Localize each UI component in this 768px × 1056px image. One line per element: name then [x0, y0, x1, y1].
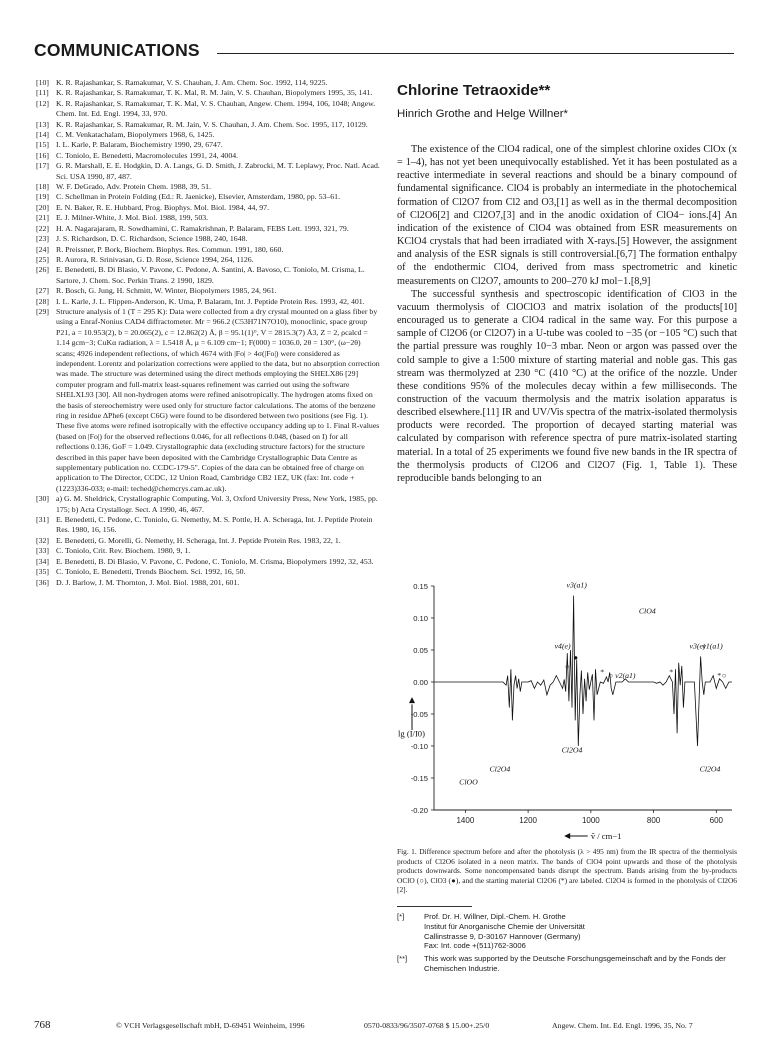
publisher-line: © VCH Verlagsgesellschaft mbH, D-69451 Weinheim, 1996	[116, 1021, 305, 1030]
footnote-mark: [**]	[397, 954, 408, 964]
reference-item	[36, 255, 381, 265]
reference-item	[36, 224, 381, 234]
footnote-line: Prof. Dr. H. Willner, Dipl.-Chem. H. Grothe	[424, 912, 566, 921]
band-label: ν2(a1)	[615, 671, 636, 681]
article-authors: Hinrich Grothe and Helge Willner*	[397, 108, 568, 120]
reference-item	[36, 78, 381, 88]
reference-number: [14]	[36, 130, 49, 140]
y-tick-label: -0.15	[410, 774, 428, 783]
reference-text: C. Schellman in Protein Folding (Ed.: R. Jaenicke), Elsevier, Amsterdam, 1980, pp. 53–61.	[56, 192, 341, 202]
footnote-mark: [*]	[397, 912, 405, 921]
reference-text: E. N. Baker, R. E. Hubbard, Prog. Biophys. Mol. Biol. 1984, 44, 97.	[56, 202, 270, 212]
article	[397, 78, 737, 485]
reference-item	[36, 297, 381, 307]
band-label: *	[668, 667, 673, 677]
footnote	[397, 912, 737, 951]
reference-text: K. R. Rajashankar, S. Ramakumar, T. K. Mal, V. S. Chauhan, Angew. Chem. 1994, 106, 1048; Angew. Chem. Int. Ed. Engl. 1994, 33, 970.	[56, 98, 376, 119]
journal-code: 0570-0833/96/3507-0768 $ 15.00+.25/0	[364, 1021, 490, 1030]
y-tick-label: 0.05	[413, 646, 428, 655]
reference-item	[36, 265, 381, 286]
footnote-line: This work was supported by the Deutsche Forschungsgemeinschaft and by the Fonds der Chemischen Industrie.	[424, 954, 726, 973]
reference-number: [19]	[36, 192, 49, 202]
band-label: ○	[721, 671, 727, 681]
footnote-line: Institut für Anorganische Chemie der Universität	[424, 921, 585, 931]
reference-item	[36, 161, 381, 182]
reference-number: [20]	[36, 202, 49, 212]
reference-item	[36, 307, 381, 494]
footnotes	[397, 912, 737, 977]
reference-number: [16]	[36, 150, 49, 160]
reference-number: [36]	[36, 577, 49, 587]
reference-number: [31]	[36, 515, 49, 525]
x-tick-label: 1000	[581, 816, 600, 825]
section-title: COMMUNICATIONS	[34, 40, 200, 60]
band-label: *	[716, 671, 721, 681]
reference-text: R. Preissner, P. Bork, Biochem. Biophys. Res. Commun. 1991, 180, 660.	[56, 244, 284, 254]
reference-text: E. Benedetti, C. Pedone, C. Toniolo, G. Nemethy, M. S. Pottle, H. A. Scheraga, Int. J. Peptide Protein Res. 1980, 16, 156.	[56, 515, 373, 535]
reference-text: E. Benedetti, B. Di Blasio, V. Pavone, C. Pedone, A. Santini, A. Bavoso, C. Toniolo, M. Crisma, L. Sartore, J. Chem. Soc. Perkin Trans. 2 1990, 1829.	[56, 265, 365, 285]
reference-text: C. Toniolo, E. Benedetti, Macromolecules 1991, 24, 4004.	[56, 150, 239, 160]
band-label: ν1(a1)	[702, 641, 723, 651]
band-label: ○	[608, 671, 614, 681]
reference-number: [29]	[36, 306, 49, 316]
reference-item	[36, 286, 381, 296]
reference-text: E. Benedetti, G. Morelli, G. Nemethy, H. Scheraga, Int. J. Peptide Protein Res. 1983, 22, 1.	[56, 535, 341, 545]
reference-number: [22]	[36, 223, 49, 233]
page-number: 768	[34, 1019, 51, 1031]
figure-caption: Fig. 1. Difference spectrum before and after the photolysis (λ > 495 nm) from the IR spectra of the thermolysis products of Cl2O6 isolated in a neon matrix. The bands of ClO4 point upwards and those of the photolysis products downwards. Some noncompensated bands disrupt the spectrum. Bands arising from the by-products OClO (○), ClO3 (●), and the starting material Cl2O6 (*) are labeled. Cl2O4 is formed in the photolysis of Cl2O6 [2].	[397, 847, 737, 895]
band-label: *	[599, 667, 604, 677]
reference-item	[36, 546, 381, 556]
reference-number: [28]	[36, 296, 49, 306]
reference-text: E. J. Milner-White, J. Mol. Biol. 1988, 199, 503.	[56, 213, 209, 223]
y-tick-label: -0.05	[410, 710, 428, 719]
reference-text: a) G. M. Sheldrick, Crystallographic Computing, Vol. 3, Oxford University Press, New York, 1985, pp. 175; b) Acta Crystallogr. Sect. A 1990, 46, 467.	[56, 494, 378, 514]
article-paragraph: The existence of the ClO4 radical, one of the simplest chlorine oxides ClOx (x = 1–4), has not yet been unequivocally established. Yet it has been postulated as a reactive intermediate in several reactions and should be a binary compound of fundamental significance. ClO4 is probably an intermediate in the photochemical formation of Cl2O7 from Cl2 and O3,[1] as well as in the thermal decomposition of Cl2O6[2] and Cl2O7,[3] and in the anodic oxidation of ClO4− ions.[4] An indication of the existence of ClO4 was obtained from ESR measurements on KClO4 crystals that had been irradiated with X-rays.[5] However, the assignment and analysis of the ESR signals is still controversial.[6,7] The formation enthalpy of the endothermic ClO4, derived from mass spectrometric and kinetic measurements on Cl2O7, amounts to 200–270 kJ mol−1.[8,9]	[397, 144, 737, 287]
article-paragraph: The successful synthesis and spectroscopic identification of ClO3 in the vacuum thermolysis of ClOClO3 and matrix isolation of the products[10] encouraged us to generate a ClO4 radical in the same way. For this purpose a sample of Cl2O6 (or Cl2O7) in a U-tube was cooled to −35 (or −105 °C) such that the partial pressure was roughly 10−3 mbar. Neon or argon was passed over the cold sample to give a 1:500 mixture of starting material and noble gas. This gas stream was thermolyzed at 230 °C (410 °C) at the orifice of the nozzle. Under these conditions 95% of the molecules decay within a few milliseconds. The construction of the vacuum thermolysis and the matrix isolation apparatus is described elsewhere.[11] IR and UV/Vis spectra of the matrix-isolated thermolysis products were recorded. The proportion of decayed starting material was calculated by comparison with reference spectra of pure matrix-isolated starting material. In a total of 25 experiments we found five new bands in the IR spectra of the thermolysis products of Cl2O6 and Cl2O7 (Fig. 1, Table 1). These reproducible bands belonging to an	[397, 288, 737, 484]
reference-item	[36, 120, 381, 130]
reference-text: K. R. Rajashankar, S. Ramakumar, R. M. Jain, V. S. Chauhan, J. Am. Chem. Soc. 1995, 117, 10129.	[56, 119, 368, 129]
journal-citation: Angew. Chem. Int. Ed. Engl. 1996, 35, No. 7	[552, 1021, 693, 1030]
page-header	[34, 40, 734, 62]
reference-item	[36, 88, 381, 98]
x-axis-arrowhead	[564, 833, 570, 839]
reference-number: [26]	[36, 265, 49, 275]
y-tick-label: 0.15	[413, 582, 428, 591]
reference-item	[36, 130, 381, 140]
reference-number: [25]	[36, 254, 49, 264]
reference-text: C. Toniolo, Crit. Rev. Biochem. 1980, 9, 1.	[56, 546, 191, 556]
reference-text: I. L. Karle, J. L. Flippen-Anderson, K. Uma, P. Balaram, Int. J. Peptide Protein Res. 1993, 42, 401.	[56, 296, 365, 306]
article-body	[397, 143, 737, 485]
reference-item	[36, 182, 381, 192]
reference-text: J. S. Richardson, D. C. Richardson, Science 1988, 240, 1648.	[56, 234, 248, 244]
reference-item	[36, 515, 381, 536]
spectrum-trace	[434, 596, 732, 746]
reference-item	[36, 203, 381, 213]
band-label: ν3(e)	[689, 641, 706, 651]
band-label: Cl2O4	[489, 764, 511, 774]
y-axis-label: lg (I/I0)	[398, 728, 425, 739]
x-tick-label: 1400	[456, 816, 475, 825]
reference-number: [33]	[36, 546, 49, 556]
reference-text: D. J. Barlow, J. M. Thornton, J. Mol. Biol. 1988, 201, 601.	[56, 577, 240, 587]
reference-text: K. R. Rajashankar, S. Ramakumar, V. S. Chauhan, J. Am. Chem. Soc. 1992, 114, 9225.	[56, 78, 328, 87]
reference-item	[36, 494, 381, 515]
reference-text: C. M. Venkatachalam, Biopolymers 1968, 6, 1425.	[56, 130, 215, 140]
figure-1	[394, 578, 739, 848]
y-tick-label: 0.10	[413, 614, 428, 623]
reference-item	[36, 140, 381, 150]
band-label: Cl2O4	[561, 745, 583, 755]
page-footer	[34, 1019, 734, 1033]
reference-text: Structure analysis of 1 (T = 295 K): Data were collected from a dry crystal mounted on a glass fiber by using a Enraf-Nonius CAD4 diffractometer. Mr = 966.2 (C53H71N7O10), monoclinic, space group P21, a = 10.953(2), b = 20.065(2), c = 12.862(2) Å, β = 95.1(1)°, V = 2815.3(7) Å3, Z = 2, ρcalcd = 1.14 gcm−3; CuKα radiation, λ = 1.5418 Å, μ = 6.109 cm−1; F(000) = 1036.0, 2θ = 130°, (ω−2θ) scans; 4926 independent reflections, of which 4674 with |Fo| > 4σ(|Fo|) were considered as independent. Lorentz and polarization corrections were applied to the data, but no absorption correction was made. The structure was determined using the direct methods employing the SHELX86 [29] computer program and full-matrix least-squares refinement was carried out using the software SHELXL93 [30]. All non-hydrogen atoms were refined anisotropically. The hydrogen atoms fixed on the basis of stereochemistry were used only for structure factor calculations. The atoms of the benzene ring in residue ΔPhe6 (except C6G) were found to be disordered between two positions (see Fig. 1). These five atoms were refined isotropically with the effective occupancy adding up to 1. Final R-values (based on |Fo|) for the observed reflections 0.046, for all reflections 0.048, (based on I) for all reflections 0.136, GoF = 1.049. Crystallographic data (excluding structure factors) for the structure described in this paper have been deposited with the Cambridge Crystallographic Data Centre as supplementary publication no. CCDC-179-5". Copies of the data can be obtained free of charge on application to The Director, CCDC, 12 Union Road, Cambridge CB2 1EZ, UK (fax: Int. code +(1223)336-033; e-mail: teched@chemcrys.cam.ac.uk).	[56, 306, 380, 493]
header-rule	[217, 53, 734, 54]
band-label: ClOO	[459, 777, 478, 787]
reference-item	[36, 192, 381, 202]
reference-item	[36, 245, 381, 255]
reference-item	[36, 99, 381, 120]
reference-number: [34]	[36, 556, 49, 566]
reference-text: R. Bosch, G. Jung, H. Schmitt, W. Winter, Biopolymers 1985, 24, 961.	[56, 286, 277, 296]
y-tick-label: 0.00	[413, 678, 428, 687]
reference-number: [32]	[36, 535, 49, 545]
reference-number: [18]	[36, 182, 49, 192]
band-label: ν4(e)	[554, 641, 571, 651]
reference-number: [23]	[36, 234, 49, 244]
reference-item	[36, 234, 381, 244]
x-axis-label: ṽ / cm−1	[590, 831, 622, 841]
band-label: ●	[573, 653, 579, 663]
reference-text: I. L. Karle, P. Balaram, Biochemistry 1990, 29, 6747.	[56, 140, 223, 150]
reference-number: [30]	[36, 494, 49, 504]
reference-item	[36, 567, 381, 577]
reference-number: [15]	[36, 140, 49, 150]
band-label: Cl2O4	[699, 764, 721, 774]
footnote-rule	[397, 906, 472, 907]
article-title: Chlorine Tetraoxide**	[397, 82, 551, 99]
reference-text: H. A. Nagarajaram, R. Sowdhamini, C. Ramakrishnan, P. Balaram, FEBS Lett. 1993, 321, 79.	[56, 223, 349, 233]
reference-item	[36, 536, 381, 546]
reference-text: E. Benedetti, B. Di Blasio, V. Pavone, C. Pedone, C. Toniolo, M. Crisma, Biopolymers 1992, 32, 453.	[56, 556, 374, 566]
ir-spectrum-chart	[394, 578, 739, 848]
footnote	[397, 954, 737, 974]
reference-number: [35]	[36, 567, 49, 577]
band-label: ν3(a1)	[566, 580, 587, 590]
reference-number: [17]	[36, 161, 49, 171]
reference-item	[36, 213, 381, 223]
y-tick-label: -0.20	[410, 806, 428, 815]
reference-text: C. Toniolo, E. Benedetti, Trends Biochem. Sci. 1992, 16, 50.	[56, 567, 246, 577]
reference-text: W. F. DeGrado, Adv. Protein Chem. 1988, 39, 51.	[56, 182, 211, 192]
reference-number: [10]	[36, 78, 49, 87]
footnote-line: Fax: Int. code +(511)762-3006	[424, 941, 526, 951]
reference-number: [24]	[36, 244, 49, 254]
band-label: ClO4	[638, 606, 656, 616]
reference-number: [21]	[36, 213, 49, 223]
x-tick-label: 600	[709, 816, 723, 825]
reference-item	[36, 557, 381, 567]
footnote-line: Callinstrasse 9, D-30167 Hannover (Germany)	[424, 931, 581, 941]
reference-number: [12]	[36, 98, 49, 108]
reference-list	[36, 78, 381, 588]
reference-number: [11]	[36, 88, 49, 98]
reference-text: G. R. Marshall, E. E. Hodgkin, D. A. Langs, G. D. Smith, J. Zabrocki, M. T. Leplawy, Proc. Natl. Acad. Sci. USA 1990, 87, 487.	[56, 161, 380, 181]
reference-number: [27]	[36, 286, 49, 296]
y-tick-label: -0.10	[410, 742, 428, 751]
reference-item	[36, 151, 381, 161]
band-label: ○	[564, 662, 570, 672]
reference-number: [13]	[36, 119, 49, 129]
y-axis-arrowhead	[409, 697, 415, 703]
reference-text: R. Aurora, R. Srinivasan, G. D. Rose, Science 1994, 264, 1126.	[56, 254, 254, 264]
x-tick-label: 1200	[519, 816, 538, 825]
x-tick-label: 800	[646, 816, 661, 825]
reference-item	[36, 578, 381, 588]
reference-text: K. R. Rajashankar, S. Ramakumar, T. K. Mal, R. M. Jain, V. S. Chauhan, Biopolymers 1995, 35, 141.	[56, 88, 373, 98]
